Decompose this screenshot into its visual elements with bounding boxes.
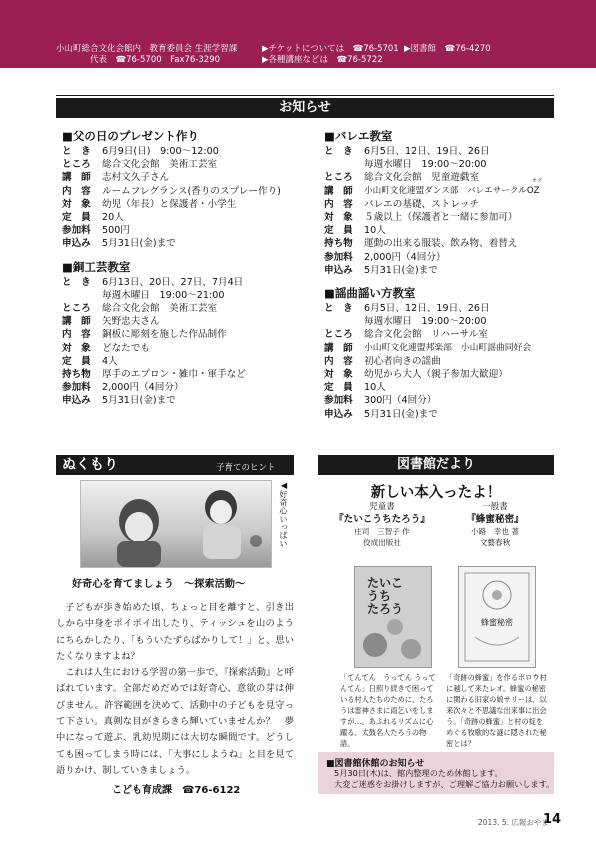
closed-line: 大変ご迷惑をお掛けしますが、ご理解ご協力お願いします。 (334, 779, 555, 789)
book-desc-2: 「奇跡の蜂蜜」を作るボロウ村に越して来たレオ。蜂蜜の秘密に関わる旧家の娘サリーは、以来次々と不思議な出来事に出会う。「奇跡の蜂蜜」と村の掟をめぐる牧歌的な謎に隠された秘密とは？ (446, 673, 547, 748)
notice-row: 内 容 バレエの基礎、ストレッチ (324, 198, 480, 210)
notice-row: 対 象 幼児から大人（親子参加大歓迎） (324, 369, 508, 381)
notice-row: 申込み 5月31日(金)まで (324, 264, 438, 276)
nukumori-paragraph: 子どもが歩き始めた頃、ちょっと目を離すと、引き出しから中身をポイポイ出したり、ティッシュを山のようにちらかしたり、「もういたずらばかりして！」と、思いたくなりますよね？ (56, 602, 294, 662)
book-desc-1: 「てんてん うってん うってんてん」日照り続きで困っている村人たちのために、たろうは雷神さまに雨乞いをしますが…。あふれるリズムに心躍る、太鼓名人たろうの物語。 (340, 673, 436, 748)
book-category: 児童書 (369, 502, 395, 512)
book-title: 『たいこうちたろう』 (334, 514, 430, 525)
notice-row: ところ 総合文化会館 美術工芸室 (62, 303, 218, 315)
notice-row: 申込み 5月31日(金)まで (62, 238, 176, 250)
notice-row: と き 6月13日、20日、27日、7月4日 (62, 276, 244, 288)
book-cover-hachimitsu (458, 566, 536, 668)
notice-row: 毎週木曜日 19:00～21:00 (102, 289, 225, 301)
book-cover-taikouchi (354, 566, 432, 668)
notice-row: 参加料 300円（4回分） (324, 395, 437, 407)
nukumori-paragraph: これは人生における学習の第一歩で、『探索活動』と呼ばれています。全部だめだめでは好奇心、意欲の芽は伸びません。許容範囲を決めて、活動中の子どもを見守って下さい。真剣な目がきらきら輝いていませんか？ 夢中になって遊ぶ、乳幼児期には大切な瞬間です。どうしても困ってしまう時には、「大事にしようね」と目を見て語りかけ、制していきましょう。 (56, 667, 294, 776)
notice-row: 毎週水曜日 19:00～20:00 (364, 316, 487, 328)
nukumori-body (56, 600, 294, 779)
header-ticket: ▶チケットについては ☎76-5701 (262, 44, 399, 54)
library-title: 図書館だより (318, 455, 554, 475)
library-headline: 新しい本入ったよ！ (370, 484, 502, 501)
photo-caption: ◀好奇心いっぱい (279, 480, 289, 548)
notice-row: 定 員 10人 (324, 382, 386, 394)
notice-row: ところ 総合文化会館 リハーサル室 (324, 329, 488, 341)
closed-line: 5月30日(木)は、館内整理のため休館します。 (334, 768, 503, 778)
nukumori-title: ぬくもり (62, 457, 118, 473)
nukumori-heading: 好奇心を育てましょう ～探索活動～ (72, 579, 246, 590)
notice-title: お知らせ (56, 98, 554, 118)
header-rep: 代表 ☎76-5700 Fax76-3290 (90, 55, 221, 65)
nukumori-contact: こども育成課 ☎76-6122 (112, 785, 241, 796)
header-library: ▶図書館 ☎76-4270 (404, 44, 491, 54)
notice-title-fathers-day: ■父の日のプレゼント作り (62, 129, 199, 143)
footer-issue: 2013. 5. 広報おやま (478, 818, 549, 827)
notice-row: 申込み 5月31日(金)まで (324, 408, 438, 420)
header-band (0, 0, 596, 68)
notice-column-left (62, 128, 312, 408)
notice-title-ballet: ■バレエ教室 (324, 129, 393, 143)
notice-row: 講 師 小山町文化連盟ダンス部 バレエサークルOZ オズ (324, 177, 542, 197)
notice-row: 持ち物 運動の出来る服装、飲み物、着替え (324, 238, 518, 250)
notice-row: 内 容 銅板に彫刻を施した作品制作 (62, 329, 227, 341)
book-category: 一般書 (482, 502, 508, 512)
notice-row: と き 6月5日、12日、19日、26日 (324, 303, 490, 315)
nukumori-subtitle: 子育てのヒント (216, 463, 276, 473)
notice-column-right (324, 128, 556, 421)
notice-row: 定 員 20人 (62, 212, 124, 224)
page-number: 14 (543, 812, 562, 827)
notice-row: 対 象 どなたでも (62, 342, 150, 354)
children-photo-art (81, 481, 271, 567)
book-info-2 (440, 502, 550, 548)
header-courses: ▶各種講座などは ☎76-5722 (262, 55, 383, 65)
children-photo (80, 480, 272, 568)
notice-title-noh: ■謡曲謡い方教室 (324, 286, 416, 301)
notice-row: 持ち物 厚手のエプロン・雑巾・軍手など (62, 369, 246, 381)
notice-row: 定 員 4人 (62, 355, 118, 367)
book-publisher: 佼成出版社 (363, 538, 401, 547)
library-closed-box (318, 752, 554, 794)
book-cover-title: たいこうち たろう (367, 576, 404, 616)
book-cover-title: 蜂蜜秘密 (481, 618, 513, 627)
notice-title-copper: ■銅工芸教室 (62, 259, 131, 274)
notice-row: 参加料 2,000円（4回分） (324, 251, 446, 263)
notice-row: ところ 総合文化会館 美術工芸室 (62, 159, 218, 171)
notice-row: 講 師 小山町文化連盟邦楽部 小山町謡曲同好会 (324, 342, 532, 354)
notice-row: と き 6月9日(日) 9:00～12:00 (62, 146, 219, 157)
book-title: 『蜂蜜秘密』 (466, 514, 524, 525)
book-author: 庄司 三智子 作 (354, 527, 410, 536)
notice-row: 対 象 ５歳以上（保護者と一緒に参加可） (324, 212, 518, 224)
notice-row: 講 師 矢野忠夫さん (62, 316, 160, 328)
notice-row: 内 容 ルームフレグランス(香りのスプレー作り) (62, 185, 281, 197)
notice-row: 内 容 初心者向きの謡曲 (324, 355, 441, 367)
notice-row: 参加料 500円 (62, 225, 130, 237)
book-author: 小路 幸也 著 (471, 527, 519, 536)
closed-title: ■図書館休館のお知らせ (326, 759, 425, 769)
notice-row: 定 員 10人 (324, 225, 386, 237)
header-org: 小山町総合文化会館内 教育委員会 生涯学習課 (56, 44, 238, 54)
notice-row: 対 象 幼児（年長）と保護者・小学生 (62, 198, 237, 210)
notice-row: 参加料 2,000円（4回分） (62, 382, 184, 394)
book-info-1 (326, 502, 438, 548)
notice-row: ところ 総合文化会館 児童遊戯室 (324, 172, 480, 184)
oz-ruby: オズ (532, 177, 542, 184)
notice-row: 毎週水曜日 19:00～20:00 (364, 159, 487, 171)
notice-row: 講 師 志村文久子さん (62, 172, 170, 184)
rule-top (56, 95, 554, 96)
notice-row: と き 6月5日、12日、19日、26日 (324, 146, 490, 157)
book-publisher: 文藝春秋 (479, 538, 511, 547)
notice-row: 申込み 5月31日(金)まで (62, 395, 176, 407)
